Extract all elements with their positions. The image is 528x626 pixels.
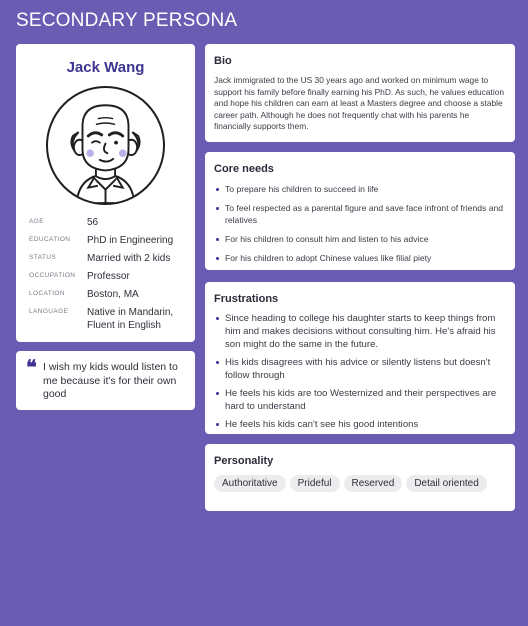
personality-card — [205, 444, 515, 511]
personality-tag: Prideful — [290, 475, 340, 492]
fact-occupation — [29, 270, 189, 283]
persona-name: Jack Wang — [66, 59, 145, 76]
fact-label: EDUCATION — [29, 236, 71, 243]
fact-label: OCCUPATION — [29, 272, 76, 279]
personality-heading: Personality — [214, 455, 274, 467]
persona-facts — [29, 216, 189, 337]
personality-tag: Reserved — [344, 475, 403, 492]
fact-age — [29, 216, 189, 229]
quote-text: I wish my kids would listen to me because it's for their own good — [43, 361, 178, 400]
list-item: He feels his kids can't see his good intentions — [214, 418, 508, 431]
fact-label: AGE — [29, 218, 44, 225]
fact-label: STATUS — [29, 254, 57, 261]
list-item: For his children to adopt Chinese values like filial piety — [214, 252, 508, 264]
core-needs-heading: Core needs — [214, 163, 274, 175]
fact-language — [29, 306, 189, 332]
frustrations-heading: Frustrations — [214, 293, 279, 305]
personality-tags — [214, 475, 487, 492]
avatar — [46, 86, 165, 205]
core-needs-card — [205, 152, 515, 270]
list-item: For his children to consult him and listen to his advice — [214, 233, 508, 245]
bio-card — [205, 44, 515, 142]
fact-value: Professor — [87, 271, 130, 282]
frustrations-card — [205, 282, 515, 434]
list-item: Since heading to college his daughter starts to keep things from him and makes decisions without consulting him. He's afraid his son might do the same in the future. — [214, 312, 508, 351]
fact-value: PhD in Engineering — [87, 235, 174, 246]
quote-card — [16, 351, 195, 410]
fact-value: Boston, MA — [87, 289, 139, 300]
fact-label: LOCATION — [29, 290, 65, 297]
frustrations-list — [214, 312, 508, 436]
list-item: He feels his kids are too Westernized and their perspectives are hard to understand — [214, 387, 508, 413]
fact-location — [29, 288, 189, 301]
page-title: SECONDARY PERSONA — [16, 10, 238, 31]
personality-tag: Detail oriented — [406, 475, 486, 492]
bio-heading: Bio — [214, 55, 232, 67]
personality-tag: Authoritative — [214, 475, 286, 492]
quote-mark-icon: ❝ — [26, 355, 37, 379]
list-item: His kids disagrees with his advice or silently listens but doesn't follow through — [214, 356, 508, 382]
core-needs-list — [214, 183, 508, 271]
list-item: To prepare his children to succeed in life — [214, 183, 508, 195]
profile-card — [16, 44, 195, 342]
fact-status — [29, 252, 189, 265]
old-man-illustration — [48, 88, 163, 203]
fact-value: Native in Mandarin, Fluent in English — [87, 307, 174, 331]
bio-text: Jack immigrated to the US 30 years ago and worked on minimum wage to support his family before finally earning his PhD. As such, he values education and hope his children can earn at least a Masters degree and choose a stable career path. Although he does not frequently chat with his parents he financially supports them. — [214, 75, 505, 131]
fact-value: Married with 2 kids — [87, 253, 171, 264]
fact-education — [29, 234, 189, 247]
list-item: To feel respected as a parental figure and save face infront of friends and relatives — [214, 202, 508, 226]
fact-value: 56 — [87, 217, 99, 228]
fact-label: LANGUAGE — [29, 308, 69, 315]
